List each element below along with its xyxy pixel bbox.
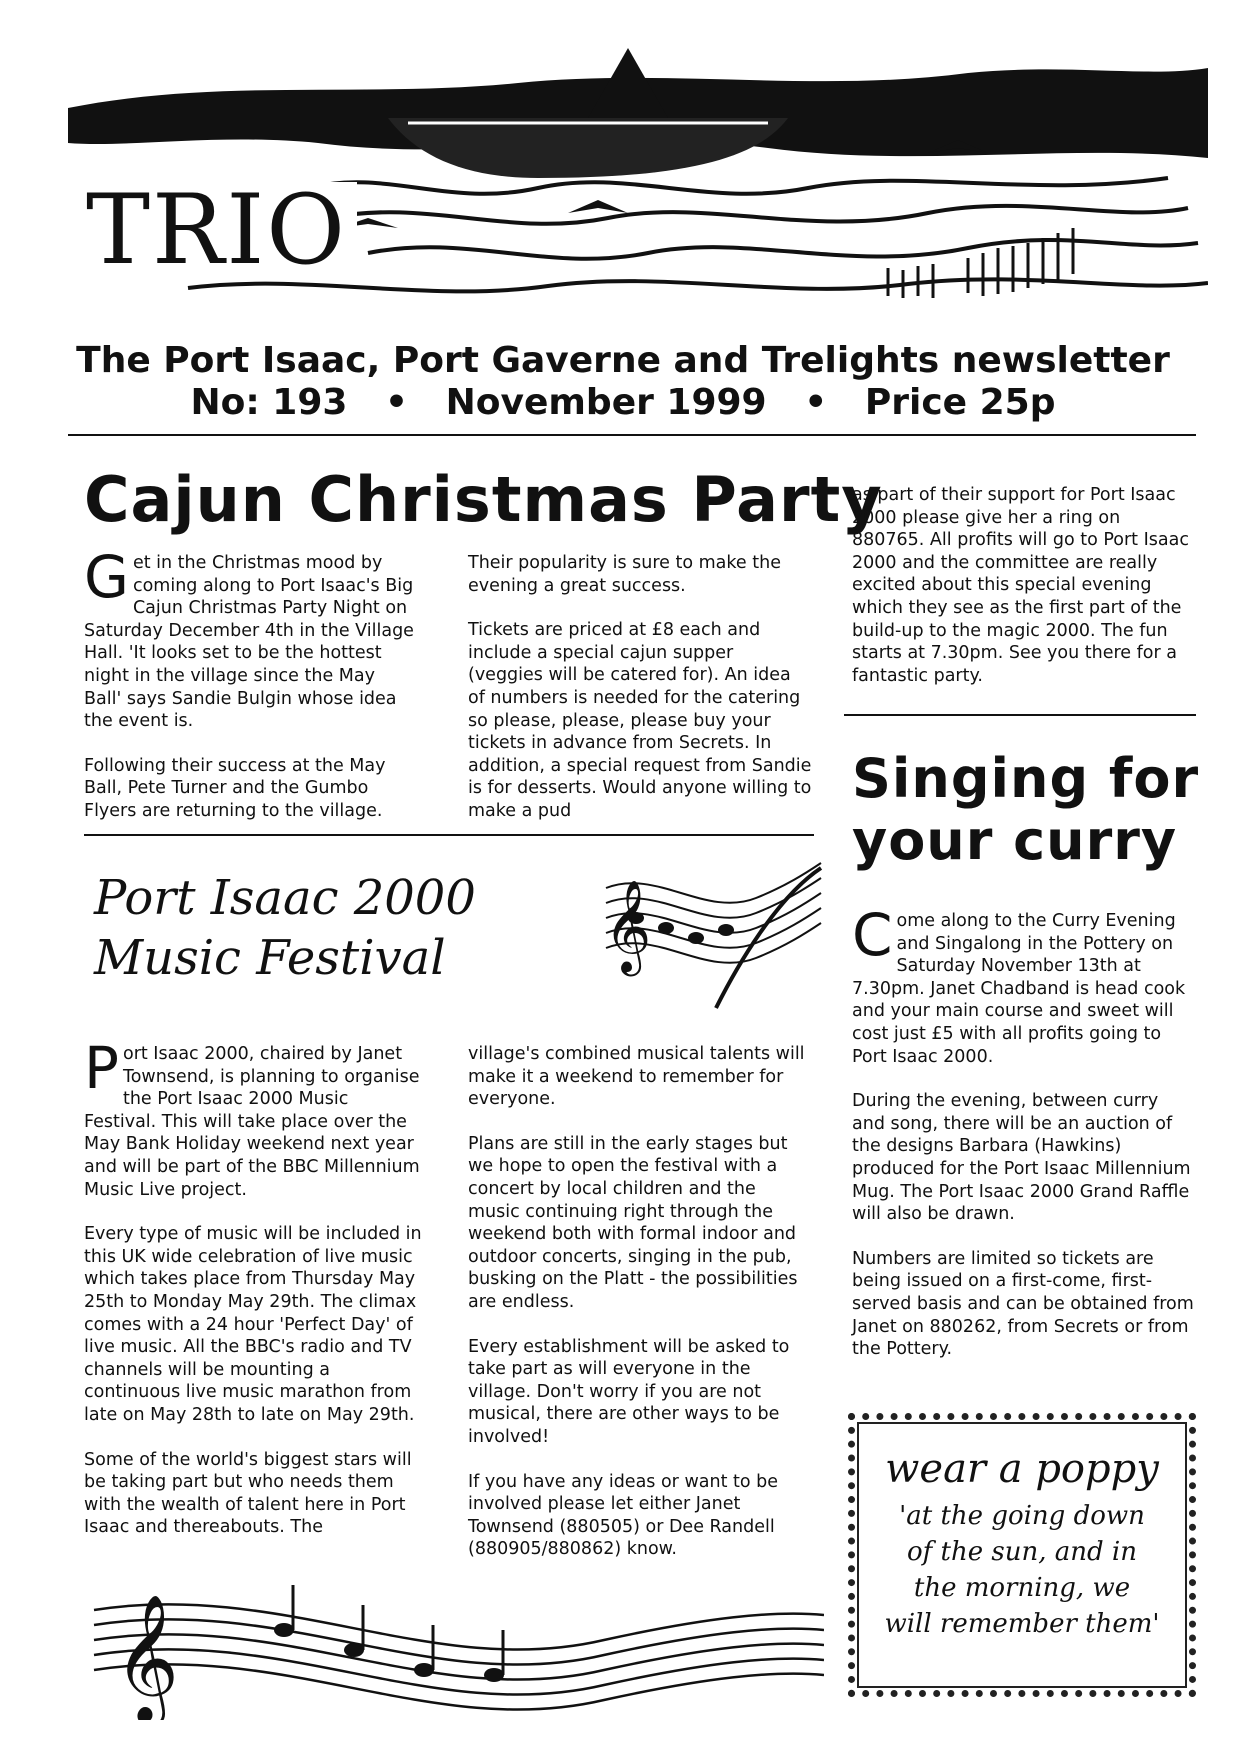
drop-cap: G [84, 543, 129, 611]
cajun-headline: Cajun Christmas Party [84, 463, 883, 536]
cajun-paragraph: Following their success at the May Ball, Pete Turner and the Gumbo Flyers are returning to the village. [84, 755, 386, 821]
cajun-paragraph [84, 543, 414, 733]
paragraph-text: ort Isaac 2000, chaired by Janet Townsend, is planning to organise the Port Isaac 2000 Music Festival. This will take place over the May Bank Holiday weekend next year and will be part of the BBC Millennium Music Live project. [84, 1044, 420, 1200]
section-rule [844, 714, 1196, 716]
header-rule [68, 434, 1196, 436]
drop-cap: P [84, 1034, 119, 1102]
paragraph-text: et in the Christmas mood by coming along to Port Isaac's Big Cajun Christmas Party Night on Saturday December 4th in the Village Hall. 'It looks set to be the hottest night in the village since the May Ball' says Sandie Bulgin whose idea the event is. [84, 553, 414, 732]
cajun-paragraph: Tickets are priced at £8 each and include a special cajun supper (veggies will be catered for). An idea of numbers is needed for the catering so please, please, please buy your tickets in advance from Secrets. In addition, a special request from Sandie is for desserts. Would anyone willing to make a pud [468, 620, 812, 821]
masthead-illustration [68, 48, 1208, 316]
cajun-paragraph: Their popularity is sure to make the evening a great success. [468, 553, 781, 596]
music-staff-footer [84, 1570, 824, 1720]
festival-column-1 [84, 1034, 424, 1561]
music-notes-illustration [596, 858, 826, 1018]
music-staff-icon [596, 858, 826, 1018]
festival-paragraph [84, 1034, 424, 1201]
masthead-title: TRIO [76, 182, 357, 278]
issue-line [0, 382, 1246, 423]
issue-date: November 1999 [445, 382, 767, 423]
separator-dot: • [385, 382, 409, 423]
cajun-column-2 [468, 552, 813, 845]
paragraph-text: ome along to the Curry Evening and Singalong in the Pottery on Saturday November 13th at 7.30pm. Janet Chadband is head cook and your main course and sweet will cost just £5 with all profits going to Port Isaac 2000. [852, 911, 1186, 1067]
poppy-notice-box [848, 1413, 1196, 1697]
curry-paragraph: Numbers are limited so tickets are being issued on a first-come, first-served basis and can be obtained from Janet on 880262, from Secrets or from the Pottery. [852, 1248, 1194, 1360]
issue-price: Price 25p [864, 382, 1056, 423]
drop-cap: C [852, 901, 893, 969]
curry-paragraph: During the evening, between curry and song, there will be an auction of the designs Barbara (Hawkins) produced for the Port Isaac Millennium Mug. The Port Isaac 2000 Grand Raffle will also be drawn. [852, 1091, 1191, 1225]
issue-number: No: 193 [190, 382, 348, 423]
curry-headline [852, 748, 1199, 872]
cajun-paragraph: as part of their support for Port Isaac 2000 please give her a ring on 880765. All profits will go to Port Isaac 2000 and the committee are really excited about this special evening which they see as the first part of the build-up to the magic 2000. The fun starts at 7.30pm. See you there for a fantastic party. [852, 485, 1189, 686]
svg-text:𝄞: 𝄞 [604, 879, 652, 972]
curry-headline-line: Singing for [852, 747, 1200, 810]
treble-clef-staff-icon [84, 1570, 824, 1720]
festival-paragraph: Plans are still in the early stages but we hope to open the festival with a concert by local children and the music continuing right through the weekend both with formal indoor and outdoor concerts, singing in the pub, busking on the Platt - the possibilities are endless. [468, 1133, 798, 1312]
cajun-column-3 [852, 484, 1196, 709]
poppy-verse-line: will remember them' [884, 1609, 1160, 1639]
svg-text:𝄞: 𝄞 [114, 1593, 180, 1720]
curry-paragraph [852, 901, 1196, 1068]
festival-headline-line: Port Isaac 2000 [94, 870, 476, 926]
festival-headline-line: Music Festival [94, 930, 446, 986]
festival-headline [94, 868, 476, 988]
curry-headline-line: your curry [852, 809, 1178, 872]
newsletter-subtitle: The Port Isaac, Port Gaverne and Trelights newsletter [76, 340, 1170, 381]
poppy-title: wear a poppy [885, 1446, 1159, 1492]
festival-paragraph: Some of the world's biggest stars will be taking part but who needs them with the wealth of talent here in Port Isaac and thereabouts. The [84, 1449, 412, 1538]
separator-dot: • [804, 382, 828, 423]
festival-paragraph: If you have any ideas or want to be involved please let either Janet Townsend (880505) or Dee Randell (880905/880862) know. [468, 1471, 779, 1560]
festival-paragraph: Every type of music will be included in this UK wide celebration of live music which takes place from Thursday May 25th to Monday May 29th. The climax comes with a 24 hour 'Perfect Day' of live music. All the BBC's radio and TV channels will be mounting a continuous live music marathon from late on May 28th to late on May 29th. [84, 1224, 422, 1425]
poppy-verse-line: of the sun, and in [907, 1537, 1137, 1567]
poppy-verse [855, 1498, 1189, 1642]
festival-paragraph: village's combined musical talents will make it a weekend to remember for everyone. [468, 1044, 805, 1110]
cajun-column-1 [84, 543, 414, 845]
curry-column [852, 901, 1196, 1383]
section-rule [84, 834, 814, 836]
poppy-verse-line: the morning, we [913, 1573, 1131, 1603]
festival-paragraph: Every establishment will be asked to take part as will everyone in the village. Don't worry if you are not musical, there are other ways to be involved! [468, 1336, 790, 1447]
poppy-verse-line: 'at the going down [899, 1501, 1145, 1531]
festival-column-2 [468, 1043, 813, 1583]
